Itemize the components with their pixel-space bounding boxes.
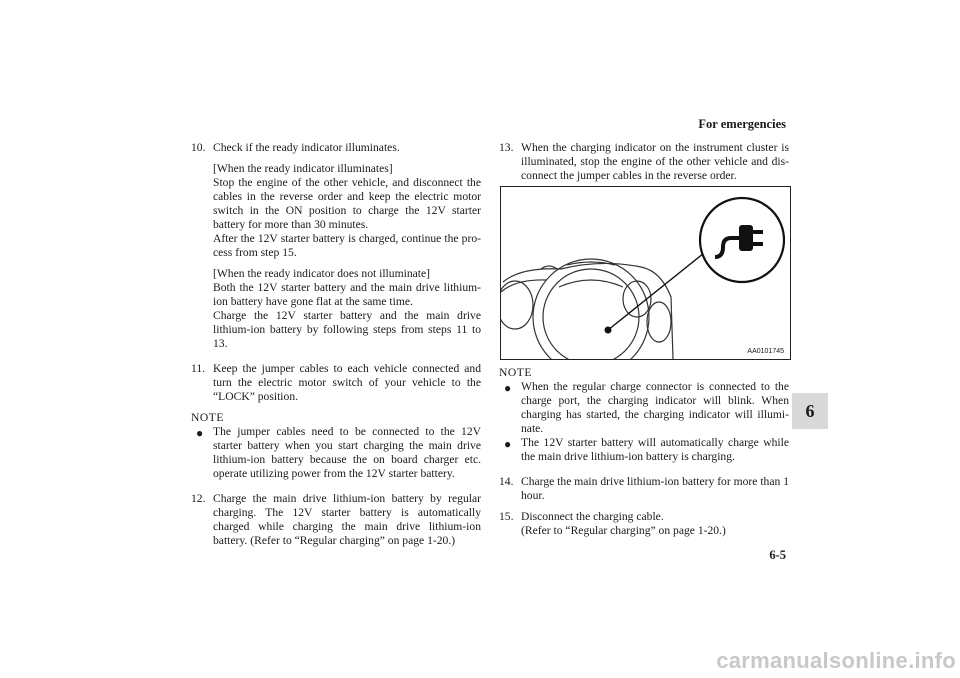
step-text: Check if the ready indicator illuminates. (213, 141, 400, 154)
step-15 (499, 510, 789, 524)
figure-code: AA0101745 (747, 348, 784, 355)
step-15-reference: (Refer to “Regular charging” on page 1-20.) (521, 524, 726, 537)
step-text: Disconnect the charging cable. (521, 510, 664, 523)
ready-text-continue: After the 12V starter battery is charged, continue the pro-cess from step 15. (213, 232, 481, 259)
bullet-icon: ● (504, 437, 512, 451)
step-number: 13. (499, 141, 514, 154)
note-text: When the regular charge connector is connected to the charge port, the charging indicator will blink. When charging has started, the charging indicator will illumi-nate. (521, 380, 789, 435)
note-bullet-2 (499, 436, 789, 464)
step-10 (191, 141, 481, 155)
step-text: When the charging indicator on the instrument cluster is illuminated, stop the engine of the other vehicle and dis-connect the jumper cables in the reverse order. (521, 141, 789, 182)
step-text: Keep the jumper cables to each vehicle connected and turn the electric motor switch of your vehicle to the “LOCK” position. (213, 362, 481, 403)
note-text: The jumper cables need to be connected to the 12V starter battery when you start charging the main drive lithium-ion battery because the on board charger etc. operate utilizing power from the 12V starter battery. (213, 425, 481, 480)
page-number: 6-5 (769, 548, 786, 562)
ready-heading: [When the ready indicator illuminates] (213, 162, 393, 175)
not-ready-text-continue: Charge the 12V starter battery and the main drive lithium-ion battery by following steps from steps 11 to 13. (213, 309, 481, 350)
bullet-icon: ● (504, 381, 512, 395)
page-header-title: For emergencies (698, 117, 786, 131)
note-heading: NOTE (191, 411, 224, 424)
right-column-top (499, 141, 789, 183)
ready-text: Stop the engine of the other vehicle, and disconnect the cables in the reverse order and keep the electric motor switch in the ON position to charge the 12V starter battery for more than 30 minutes. (213, 176, 481, 231)
chapter-tab: 6 (792, 393, 828, 429)
not-ready-text: Both the 12V starter battery and the main drive lithium-ion battery have gone flat at the same time. (213, 281, 481, 308)
step-12 (191, 492, 481, 548)
note-bullet (191, 425, 481, 481)
left-column (191, 141, 481, 548)
step-number: 15. (499, 510, 514, 523)
step-text: Charge the main drive lithium-ion battery for more than 1 hour. (521, 475, 789, 502)
right-column-bottom (499, 366, 789, 538)
note-text: The 12V starter battery will automatically charge while the main drive lithium-ion battery is charging. (521, 436, 789, 463)
instrument-cluster-illustration (501, 187, 790, 359)
watermark: carmanualsonline.info (716, 648, 956, 673)
step-14 (499, 475, 789, 503)
bullet-icon: ● (196, 426, 204, 440)
step-text: Charge the main drive lithium-ion battery by regular charging. The 12V starter battery is automatically charged while charging the main drive lithium-ion battery. (Refer to “Regular charging” on page 1-20.) (213, 492, 481, 547)
indicator-dot (605, 327, 612, 334)
step-13 (499, 141, 789, 183)
step-number: 11. (191, 362, 206, 375)
note-bullet-1 (499, 380, 789, 436)
step-number: 10. (191, 141, 206, 154)
note-heading: NOTE (499, 366, 532, 379)
instrument-cluster-figure (500, 186, 791, 360)
step-11 (191, 362, 481, 404)
step-number: 14. (499, 475, 514, 488)
not-ready-heading: [When the ready indicator does not illuminate] (213, 267, 430, 280)
step-number: 12. (191, 492, 206, 505)
